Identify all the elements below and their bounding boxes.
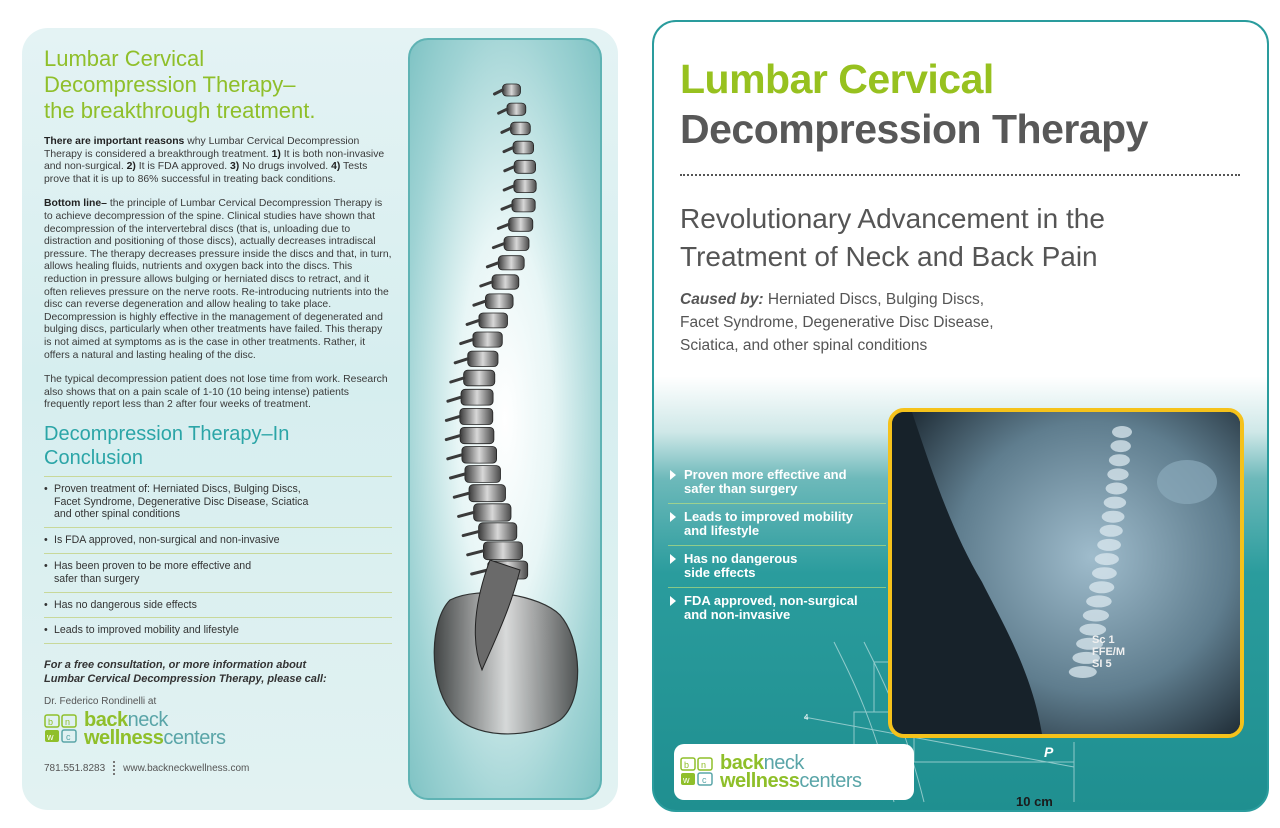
spinous-process	[502, 205, 512, 209]
spinous-process	[454, 493, 469, 497]
list-item-line: • Is FDA approved, non-surgical and non-invasive	[54, 534, 280, 547]
benefit-item	[668, 587, 886, 629]
cta-line: Lumbar Cervical Decompression Therapy, please call:	[44, 673, 327, 686]
spinous-process	[498, 224, 508, 228]
logo-mark-icon	[44, 712, 82, 746]
contact-separator	[113, 761, 115, 775]
right-brochure-cover	[652, 20, 1269, 812]
reasons-paragraph	[44, 136, 392, 186]
spine-illustration	[410, 40, 600, 798]
spinous-process	[451, 378, 464, 382]
logo-mark-letter: n	[65, 717, 71, 728]
benefit-line: and non-invasive	[684, 607, 791, 622]
xray-vertebra	[1092, 567, 1117, 579]
vertebra	[511, 122, 531, 135]
spinous-process	[455, 359, 468, 363]
logo-centers: centers	[163, 727, 226, 750]
vertebra	[492, 275, 519, 289]
spinous-process	[446, 436, 460, 440]
vertebra	[509, 218, 533, 232]
scan-marker: 4	[804, 713, 809, 722]
benefit-line: and lifestyle	[684, 523, 760, 538]
list-item	[44, 528, 392, 554]
logo-wellness: wellness	[84, 727, 164, 750]
spinous-process	[451, 474, 465, 478]
vertebra	[483, 542, 522, 560]
spinous-process	[495, 90, 503, 94]
vertebra	[512, 199, 535, 212]
cover-logo-box	[674, 744, 914, 800]
vertebra	[460, 408, 493, 424]
logo-wellness: wellness	[720, 770, 800, 792]
xray-vertebra	[1106, 483, 1128, 495]
list-item	[44, 618, 392, 644]
vertebra	[468, 351, 498, 366]
vertebra	[469, 485, 506, 502]
xray-vertebra	[1109, 454, 1130, 466]
logo-mark-letter: w	[683, 775, 690, 785]
list-item	[44, 477, 392, 528]
logo-back: back	[84, 709, 128, 732]
vertebra	[513, 141, 534, 154]
xray-vertebra	[1104, 497, 1126, 509]
vertebra	[514, 179, 536, 192]
xray-vertebra	[1089, 581, 1114, 593]
xray-vertebra	[1083, 610, 1109, 622]
cover-title-line1: Lumbar Cervical	[680, 56, 994, 102]
spinous-process	[467, 320, 479, 324]
vertebra	[460, 427, 494, 443]
benefit-line: safer than surgery	[684, 481, 798, 496]
scan-measure-p: P	[1044, 744, 1054, 760]
spinous-process	[446, 416, 459, 420]
vertebra	[504, 237, 529, 251]
logo-neck: neck	[127, 709, 168, 732]
caused-by-line: Sciatica, and other spinal conditions	[680, 337, 928, 354]
doctor-name: Dr. Federico Rondinelli at	[44, 696, 157, 708]
vertebra	[498, 256, 524, 270]
xray-vertebra	[1095, 553, 1119, 565]
website-link[interactable]: www.backneckwellness.com	[123, 762, 250, 774]
spinous-process	[459, 512, 474, 516]
back-xray-photo	[888, 408, 1244, 738]
spinous-process	[499, 109, 507, 113]
bottom-line-paragraph	[44, 198, 392, 362]
spinous-process	[448, 397, 461, 401]
reason-text: It is both non-invasive and non-surgical.	[44, 148, 385, 173]
vertebra	[462, 447, 497, 464]
left-title-line: Decompression Therapy–	[44, 72, 296, 97]
xray-vertebra	[1107, 468, 1128, 480]
logo-mark-letter: b	[48, 717, 54, 728]
benefit-line: Leads to improved mobility	[684, 509, 854, 524]
contact-info	[44, 761, 392, 775]
reason-number: 2)	[126, 161, 136, 173]
spinous-process	[474, 301, 486, 305]
list-item	[44, 593, 392, 619]
left-title-line: the breakthrough treatment.	[44, 98, 316, 123]
conclusion-heading: Decompression Therapy–In Conclusion	[44, 422, 290, 469]
list-item-line: • Has no dangerous side effects	[54, 598, 197, 611]
logo-mark-icon	[680, 755, 718, 789]
benefit-line: Has no dangerous	[684, 551, 798, 566]
logo-neck: neck	[763, 752, 804, 774]
bottom-line-lead: Bottom line–	[44, 198, 107, 210]
spinous-process	[487, 263, 498, 267]
xray-vertebra	[1097, 539, 1121, 551]
back-xray-illustration	[892, 412, 1240, 734]
benefit-item	[668, 545, 886, 587]
xray-vertebra	[1102, 511, 1125, 523]
cta-line: For a free consultation, or more information about	[44, 659, 307, 672]
reason-number: 1)	[271, 148, 281, 160]
reason-text: Tests prove that it is up to 86% successful in treating back conditions.	[44, 161, 368, 185]
xray-vertebra	[1112, 426, 1132, 438]
reason-text: No drugs involved.	[239, 161, 332, 173]
caused-by-line: Herniated Discs, Bulging Discs,	[763, 291, 985, 308]
vertebra	[514, 160, 536, 173]
clinic-logo	[44, 709, 392, 750]
scan-label: SI 5	[1092, 658, 1112, 670]
xray-vertebra	[1111, 440, 1131, 452]
scan-scale-label: 10 cm	[1016, 794, 1053, 809]
vertebra	[473, 332, 502, 347]
caused-by-line: Facet Syndrome, Degenerative Disc Disease,	[680, 314, 994, 331]
benefit-line: FDA approved, non-surgical	[684, 593, 858, 608]
benefit-item	[668, 462, 886, 503]
benefit-line: side effects	[684, 565, 756, 580]
phone-number[interactable]: 781.551.8283	[44, 762, 106, 774]
vertebra	[507, 103, 526, 115]
scan-labels	[1092, 634, 1125, 670]
logo-mark-letter: c	[702, 775, 707, 785]
list-item-line: • Proven treatment of: Herniated Discs, Bulging Discs,	[54, 482, 301, 495]
vertebrae-column	[446, 84, 536, 579]
benefit-item	[668, 503, 886, 545]
logo-centers: centers	[799, 770, 862, 792]
list-item-line: • Has been proven to be more effective and	[54, 560, 252, 573]
benefits-list	[668, 462, 886, 629]
list-item-line: and other spinal conditions	[54, 508, 181, 521]
logo-wordmark	[84, 709, 226, 750]
vertebra	[474, 504, 511, 521]
left-brochure-panel	[22, 28, 618, 810]
spinous-process	[468, 551, 484, 555]
reason-number: 4)	[331, 161, 341, 173]
spinous-process	[448, 455, 462, 459]
xray-vertebra	[1100, 525, 1123, 537]
vertebra	[503, 84, 521, 96]
bottom-line-text: the principle of Lumbar Cervical Decompression Therapy is to achieve decompression of the spine. Clinical studies have shown that decompression of the intervertebral discs (that is, unloading due to distraction and positioning of those discs), actually decreases intradiscal pressure. The therapy decreases pressure inside the discs and that, in turn, allows healing fluids, nutrients and oxygen back into the discs. This reduction in pressure allows bulging or herniated discs to retract, and it often relieves pressure on the nerve roots. Re-introducing nutrients into the disc can reverse degeneration and allow healing to take place. Decompression is highly effective in the management of degenerated and bulging discs, particularly when other treatments have failed. This therapy is not aimed at symptoms as is the case in other treatments. Rather, it offers a natural and lasting healing of the disc.	[44, 198, 392, 361]
spinous-process	[504, 186, 514, 190]
vertebra	[464, 370, 495, 386]
spinous-process	[461, 340, 473, 344]
caused-by-label: Caused by:	[680, 291, 764, 308]
list-item-line: safer than surgery	[54, 572, 140, 585]
logo-mark-letter: c	[66, 732, 71, 743]
logo-mark-letter: n	[701, 760, 707, 770]
conclusion-list	[44, 476, 392, 644]
logo-mark-letter: w	[47, 732, 54, 743]
reason-text: It is FDA approved.	[135, 161, 230, 173]
vertebra	[461, 389, 493, 405]
left-title	[44, 46, 392, 124]
left-title-line: Lumbar Cervical	[44, 46, 205, 71]
subtitle-line: Treatment of Neck and Back Pain	[680, 241, 1098, 272]
spinous-process	[493, 244, 504, 248]
subtitle-line: Revolutionary Advancement in the	[680, 203, 1105, 234]
xray-vertebra	[1086, 595, 1112, 607]
spinous-process	[504, 148, 513, 152]
logo-back: back	[720, 752, 764, 774]
left-text-column	[44, 46, 392, 775]
patient-paragraph: The typical decompression patient does not lose time from work. Research also shows that on a pain scale of 1-10 (10 being intense) patients frequently report less than 2 after four weeks of treatment.	[44, 374, 388, 411]
spinous-process	[502, 128, 511, 132]
reasons-text: why Lumbar Cervical Decompression Therapy is considered a breakthrough treatment.	[44, 136, 360, 160]
spinous-process	[481, 282, 492, 286]
shoulder-shape	[1157, 460, 1217, 504]
benefit-line: Proven more effective and	[684, 467, 847, 482]
cover-title-line2: Decompression Therapy	[680, 106, 1148, 152]
list-item	[44, 554, 392, 593]
list-item-line: • Leads to improved mobility and lifestyle	[54, 624, 239, 637]
logo-wordmark	[720, 754, 861, 790]
vertebra	[479, 313, 508, 328]
vertebra	[479, 523, 517, 541]
spine-illustration-frame	[408, 38, 602, 800]
scan-label: Sc 1	[1092, 634, 1115, 646]
clinic-logo	[680, 754, 861, 790]
vertebra	[465, 466, 501, 483]
logo-mark-letter: b	[684, 760, 690, 770]
consultation-call-to-action	[44, 658, 392, 686]
reason-number: 3)	[230, 161, 240, 173]
vertebra	[485, 294, 513, 309]
reasons-lead: There are important reasons	[44, 136, 185, 147]
spinous-process	[463, 532, 478, 536]
scan-label: FFE/M	[1092, 646, 1125, 658]
spinous-process	[505, 167, 514, 171]
list-item-line: Facet Syndrome, Degenerative Disc Disease, Sciatica	[54, 495, 309, 508]
